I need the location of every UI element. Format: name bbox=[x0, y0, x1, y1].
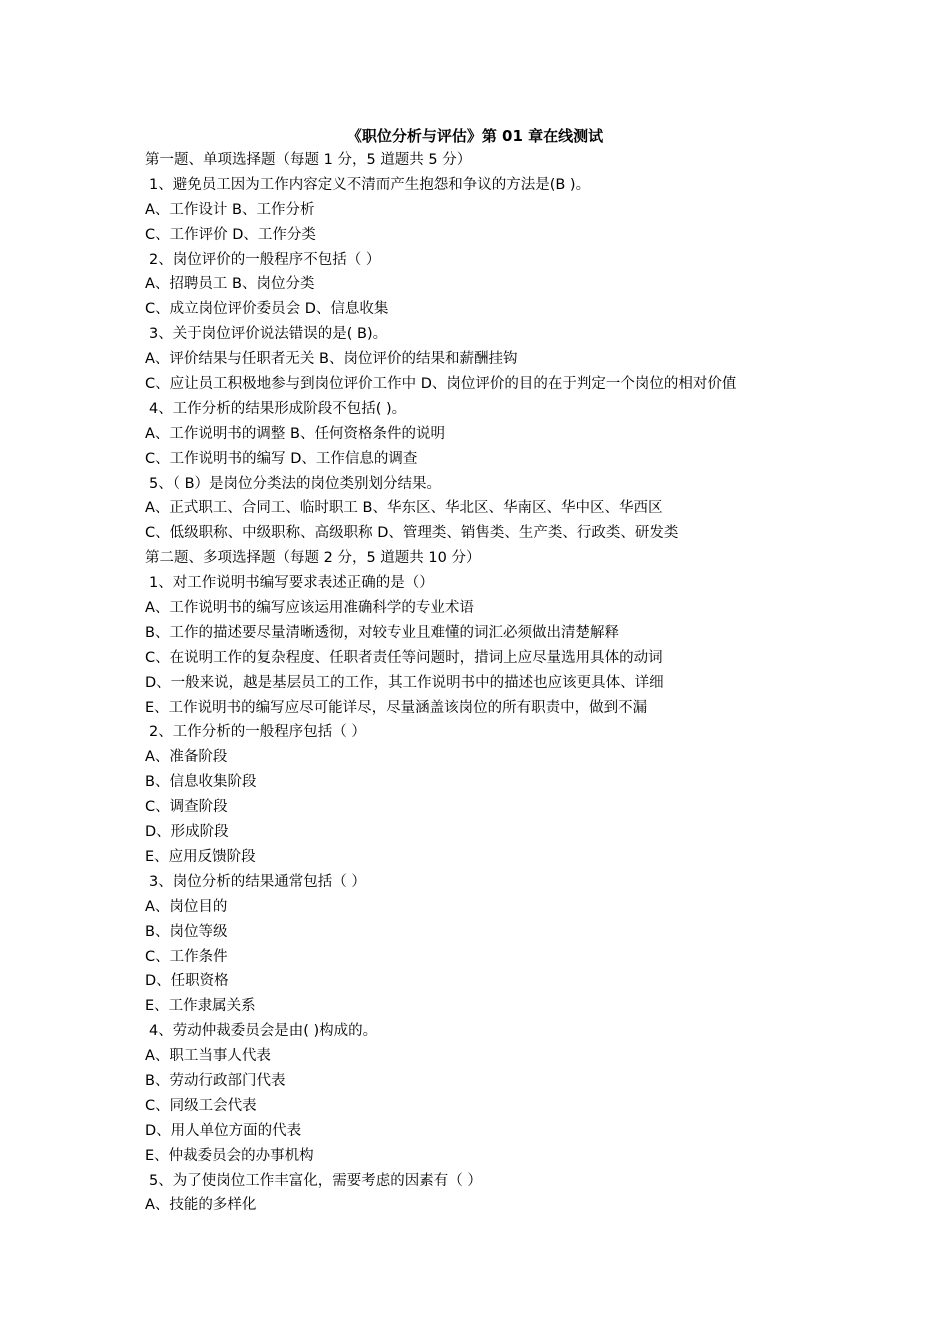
option-line: E、工作隶属关系 bbox=[145, 998, 256, 1015]
option-line: D、一般来说，越是基层员工的工作，其工作说明书中的描述也应该更具体、详细 bbox=[145, 674, 664, 691]
option-line: A、招聘员工 B、岗位分类 bbox=[145, 276, 315, 293]
question-text: 5、（ B）是岗位分类法的岗位类别划分结果。 bbox=[149, 475, 442, 492]
question-text: 3、岗位分析的结果通常包括（ ） bbox=[149, 873, 366, 890]
option-line: B、工作的描述要尽量清晰透彻，对较专业且难懂的词汇必须做出清楚解释 bbox=[145, 624, 619, 641]
option-line: C、工作条件 bbox=[145, 948, 228, 965]
option-line: A、技能的多样化 bbox=[145, 1197, 257, 1214]
option-line: B、劳动行政部门代表 bbox=[145, 1072, 286, 1089]
option-line: C、成立岗位评价委员会 D、信息收集 bbox=[145, 301, 389, 318]
option-line: C、应让员工积极地参与到岗位评价工作中 D、岗位评价的目的在于判定一个岗位的相对价值 bbox=[145, 376, 737, 393]
option-line: D、形成阶段 bbox=[145, 824, 229, 841]
option-line: A、工作设计 B、工作分析 bbox=[145, 201, 315, 218]
option-line: C、调查阶段 bbox=[145, 799, 228, 816]
option-line: A、评价结果与任职者无关 B、岗位评价的结果和薪酬挂钩 bbox=[145, 351, 518, 368]
question-text: 1、对工作说明书编写要求表述正确的是（） bbox=[149, 575, 434, 592]
option-line: E、仲裁委员会的办事机构 bbox=[145, 1147, 314, 1164]
question-text: 4、工作分析的结果形成阶段不包括( )。 bbox=[149, 400, 407, 417]
option-line: E、应用反馈阶段 bbox=[145, 848, 256, 865]
option-line: C、低级职称、中级职称、高级职称 D、管理类、销售类、生产类、行政类、研发类 bbox=[145, 525, 679, 542]
option-line: C、工作说明书的编写 D、工作信息的调查 bbox=[145, 450, 418, 467]
option-line: A、工作说明书的编写应该运用准确科学的专业术语 bbox=[145, 600, 474, 617]
option-line: A、正式职工、合同工、临时职工 B、华东区、华北区、华南区、华中区、华西区 bbox=[145, 500, 663, 517]
option-line: A、职工当事人代表 bbox=[145, 1048, 271, 1065]
option-line: A、工作说明书的调整 B、任何资格条件的说明 bbox=[145, 425, 445, 442]
option-line: E、工作说明书的编写应尽可能详尽，尽量涵盖该岗位的所有职责中，做到不漏 bbox=[145, 699, 648, 716]
question-text: 1、避免员工因为工作内容定义不清而产生抱怨和争议的方法是(B )。 bbox=[149, 176, 591, 193]
option-line: B、岗位等级 bbox=[145, 923, 228, 940]
question-text: 2、岗位评价的一般程序不包括（ ） bbox=[149, 251, 381, 268]
option-line: C、同级工会代表 bbox=[145, 1097, 257, 1114]
question-text: 5、为了使岗位工作丰富化，需要考虑的因素有（ ） bbox=[149, 1172, 482, 1189]
section-heading: 第二题、多项选择题（每题 2 分，5 道题共 10 分） bbox=[145, 550, 481, 567]
option-line: D、任职资格 bbox=[145, 973, 229, 990]
option-line: B、信息收集阶段 bbox=[145, 774, 257, 791]
option-line: C、工作评价 D、工作分类 bbox=[145, 226, 316, 243]
document-body bbox=[145, 148, 845, 1218]
question-text: 3、关于岗位评价说法错误的是( B)。 bbox=[149, 326, 388, 343]
option-line: A、岗位目的 bbox=[145, 898, 228, 915]
document-title: 《职位分析与评估》第 01 章在线测试 bbox=[346, 127, 604, 145]
question-text: 2、工作分析的一般程序包括（ ） bbox=[149, 724, 366, 741]
section-heading: 第一题、单项选择题（每题 1 分，5 道题共 5 分） bbox=[145, 152, 472, 168]
option-line: A、准备阶段 bbox=[145, 749, 228, 766]
option-line: C、在说明工作的复杂程度、任职者责任等问题时，措词上应尽量选用具体的动词 bbox=[145, 649, 663, 666]
question-text: 4、劳动仲裁委员会是由( )构成的。 bbox=[149, 1023, 378, 1040]
option-line: D、用人单位方面的代表 bbox=[145, 1122, 302, 1139]
